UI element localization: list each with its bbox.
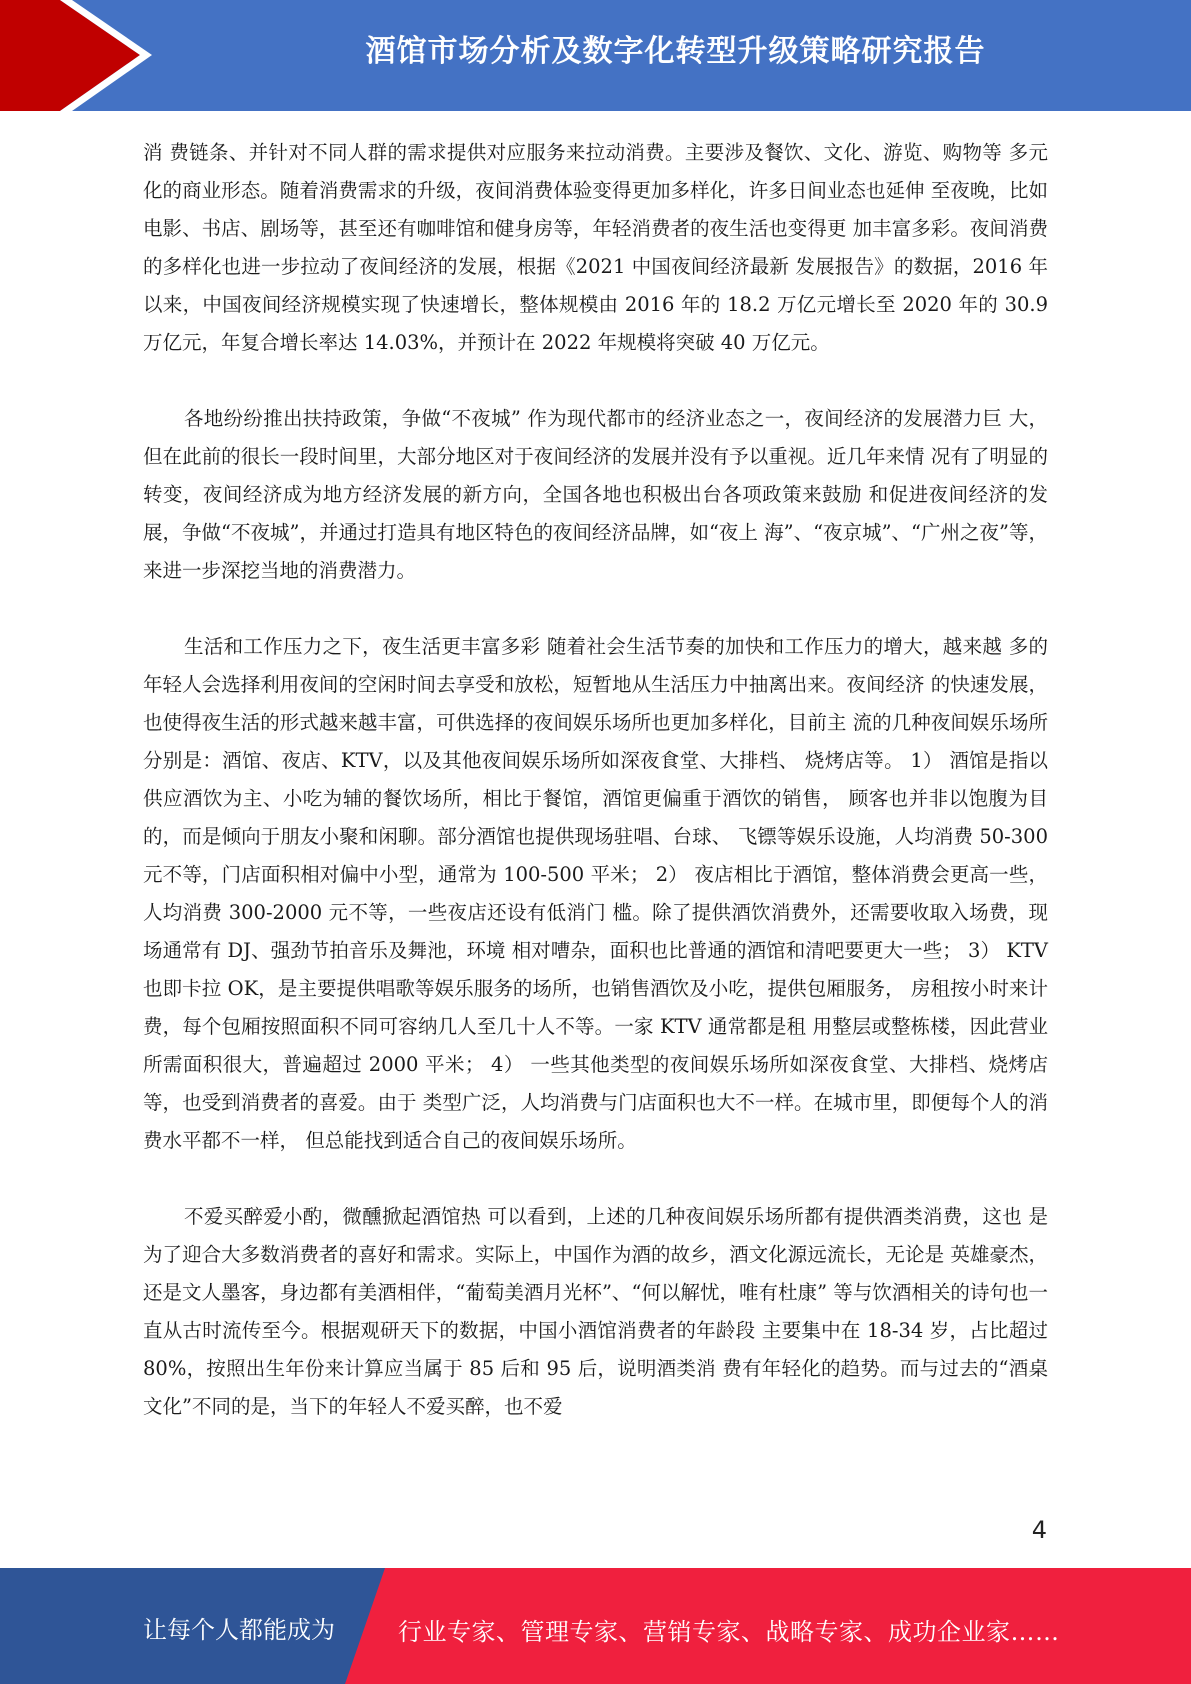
paragraph-bar-trend: 不爱买醉爱小酌，微醺掀起酒馆热 可以看到，上述的几种夜间娱乐场所都有提供酒类消费，这也 是为了迎合大多数消费者的喜好和需求。实际上，中国作为酒的故乡，酒文化源远流长，无论是 英雄豪杰，还是文人墨客，身边都有美酒相伴，“葡萄美酒月光杯”、“何以解忧，唯有杜康” 等与饮酒相关的诗句也一直从古时流传至今。根据观研天下的数据，中国小酒馆消费者的年龄段 主要集中在 18-34 岁，占比超过 80%，按照出生年份来计算应当属于 85 后和 95 后，说明酒类消 费有年轻化的趋势。而与过去的“酒桌文化”不同的是，当下的年轻人不爱买醉，也不爱	[143, 1205, 1048, 1418]
paragraph-policy-support: 各地纷纷推出扶持政策，争做“不夜城” 作为现代都市的经济业态之一，夜间经济的发展潜力巨 大，但在此前的很长一段时间里，大部分地区对于夜间经济的发展并没有予以重视。近几年来情 况有了明显的转变，夜间经济成为地方经济发展的新方向，全国各地也积极出台各项政策来鼓励 和促进夜间经济的发展，争做“不夜城”，并通过打造具有地区特色的夜间经济品牌，如“夜上 海”、“夜京城”、“广州之夜”等，来进一步深挖当地的消费潜力。	[143, 407, 1048, 582]
paragraph-night-consumption: 消 费链条、并针对不同人群的需求提供对应服务来拉动消费。主要涉及餐饮、文化、游览、购物等 多元化的商业形态。随着消费需求的升级，夜间消费体验变得更加多样化，许多日间业态也延伸 至夜晚，比如电影、书店、剧场等，甚至还有咖啡馆和健身房等，年轻消费者的夜生活也变得更 加丰富多彩。夜间消费的多样化也进一步拉动了夜间经济的发展，根据《2021 中国夜间经济最新 发展报告》的数据，2016 年以来，中国夜间经济规模实现了快速增长，整体规模由 2016 年的 18.2 万亿元增长至 2020 年的 30.9 万亿元，年复合增长率达 14.03%，并预计在 2022 年规模将突破 40 万亿元。	[143, 141, 1048, 354]
footer-slogan-left: 让每个人都能成为	[143, 1616, 335, 1644]
header-arrow-icon	[0, 0, 160, 111]
document-title: 酒馆市场分析及数字化转型升级策略研究报告	[365, 34, 986, 69]
page-footer	[0, 1568, 1191, 1684]
page-number: 4	[1031, 1516, 1047, 1544]
paragraph-nightlife-venues: 生活和工作压力之下，夜生活更丰富多彩 随着社会生活节奏的加快和工作压力的增大，越来越 多的年轻人会选择利用夜间的空闲时间去享受和放松，短暂地从生活压力中抽离出来。夜间经济 的快速发展，也使得夜生活的形式越来越丰富，可供选择的夜间娱乐场所也更加多样化，目前主 流的几种夜间娱乐场所分别是：酒馆、夜店、KTV，以及其他夜间娱乐场所如深夜食堂、大排档、 烧烤店等。 1） 酒馆是指以供应酒饮为主、小吃为辅的餐饮场所，相比于餐馆，酒馆更偏重于酒饮的销售， 顾客也并非以饱腹为目的，而是倾向于朋友小聚和闲聊。部分酒馆也提供现场驻唱、台球、 飞镖等娱乐设施，人均消费 50-300 元不等，门店面积相对偏中小型，通常为 100-500 平米； 2） 夜店相比于酒馆，整体消费会更高一些，人均消费 300-2000 元不等，一些夜店还设有低消门 槛。除了提供酒饮消费外，还需要收取入场费，现场通常有 DJ、强劲节拍音乐及舞池，环境 相对嘈杂，面积也比普通的酒馆和清吧要更大一些； 3） KTV 也即卡拉 OK，是主要提供唱歌等娱乐服务的场所，也销售酒饮及小吃，提供包厢服务， 房租按小时来计费，每个包厢按照面积不同可容纳几人至几十人不等。一家 KTV 通常都是租 用整层或整栋楼，因此营业所需面积很大，普遍超过 2000 平米； 4） 一些其他类型的夜间娱乐场所如深夜食堂、大排档、烧烤店等，也受到消费者的喜爱。由于 类型广泛，人均消费与门店面积也大不一样。在城市里，即便每个人的消费水平都不一样， 但总能找到适合自己的夜间娱乐场所。	[143, 635, 1048, 1152]
body-text	[143, 134, 1048, 1464]
footer-slogan-right: 行业专家、管理专家、营销专家、战略专家、成功企业家……	[398, 1618, 1060, 1646]
page-header	[0, 0, 1191, 111]
